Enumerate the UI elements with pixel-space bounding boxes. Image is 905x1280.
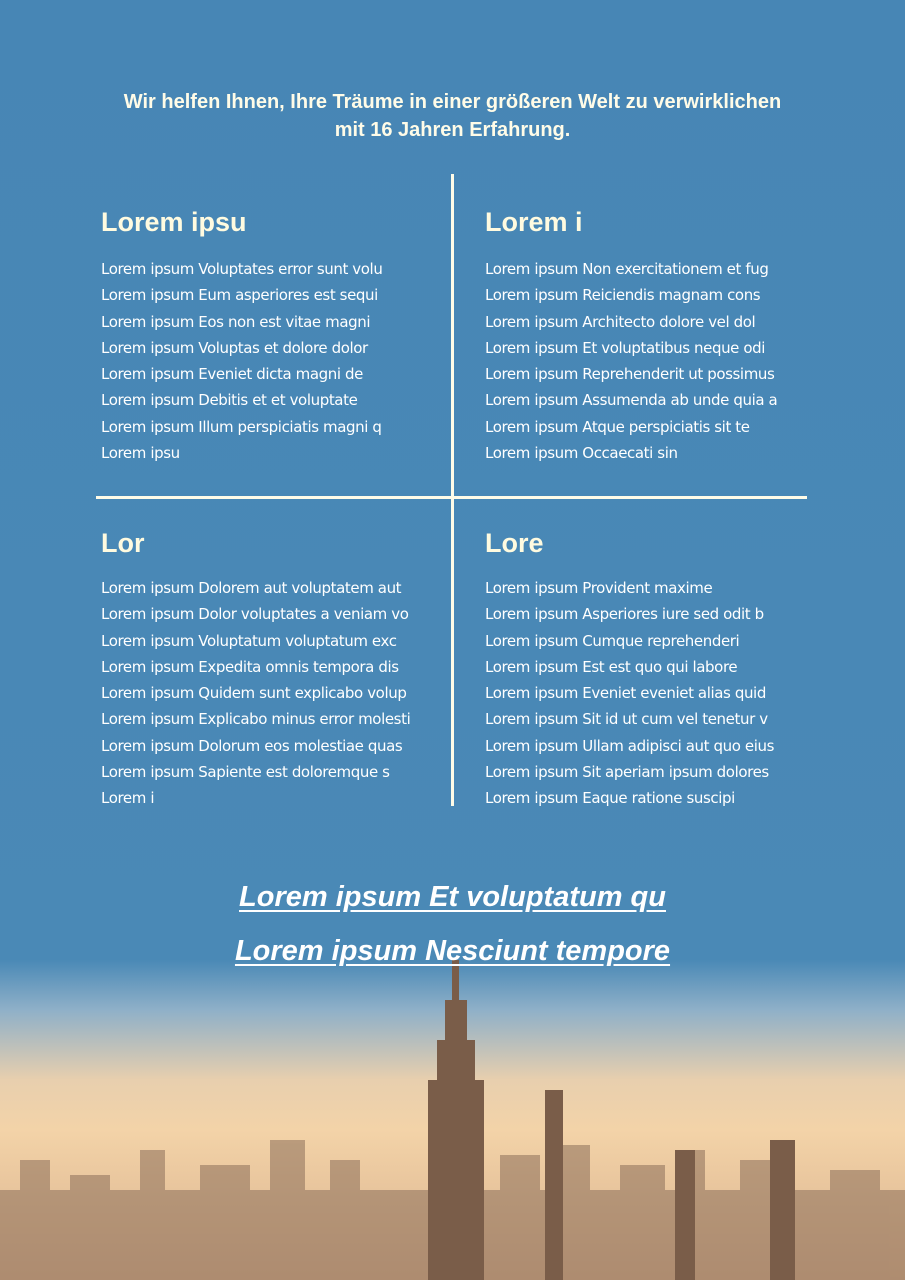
section-title: Lore bbox=[485, 528, 544, 558]
section-line: Lorem ipsum Eum asperiores est sequi bbox=[101, 286, 378, 305]
headline-line-2: mit 16 Jahren Erfahrung. bbox=[334, 119, 571, 141]
link-1[interactable]: Lorem ipsum Et voluptatum qu bbox=[239, 881, 666, 913]
section-line: Lorem ipsum Eos non est vitae magni bbox=[101, 312, 371, 331]
headline bbox=[0, 88, 905, 144]
section-line: Lorem ipsum Voluptatum voluptatum exc bbox=[101, 631, 397, 650]
section-top-left bbox=[101, 207, 451, 466]
section-line: Lorem ipsum Expedita omnis tempora dis bbox=[101, 657, 399, 676]
section-line: Lorem ipsum Dolorem aut voluptatem aut bbox=[101, 579, 402, 597]
section-line: Lorem ipsum Assumenda ab unde quia a bbox=[485, 391, 778, 410]
section-line: Lorem ipsum Voluptas et dolore dolor bbox=[101, 338, 368, 357]
city-skyline-image bbox=[0, 960, 905, 1280]
vertical-divider bbox=[451, 174, 454, 806]
section-line: Lorem ipsum Dolor voluptates a veniam vo bbox=[101, 605, 409, 624]
section-title: Lorem ipsu bbox=[101, 207, 247, 237]
link-group bbox=[0, 870, 905, 978]
section-line: Lorem ipsum Architecto dolore vel dol bbox=[485, 312, 756, 331]
section-line: Lorem ipsum Cumque reprehenderi bbox=[485, 631, 740, 650]
section-line: Lorem ipsum Eaque ratione suscipi bbox=[485, 789, 735, 808]
section-line: Lorem ipsum Sit id ut cum vel tenetur v bbox=[485, 710, 768, 729]
section-line: Lorem ipsum Atque perspiciatis sit te bbox=[485, 417, 750, 436]
section-top-right bbox=[485, 207, 835, 466]
section-line: Lorem ipsum Non exercitationem et fug bbox=[485, 260, 769, 278]
section-line: Lorem i bbox=[101, 789, 155, 808]
section-line: Lorem ipsum Asperiores iure sed odit b bbox=[485, 605, 764, 624]
section-line: Lorem ipsum Est est quo qui labore bbox=[485, 657, 738, 676]
section-line: Lorem ipsum Et voluptatibus neque odi bbox=[485, 338, 766, 357]
section-line: Lorem ipsum Reiciendis magnam cons bbox=[485, 286, 761, 305]
section-line: Lorem ipsum Dolorum eos molestiae quas bbox=[101, 736, 403, 755]
horizontal-divider bbox=[96, 496, 807, 499]
headline-line-1: Wir helfen Ihnen, Ihre Träume in einer größeren Welt zu verwirklichen bbox=[123, 91, 782, 113]
section-line: Lorem ipsum Eveniet dicta magni de bbox=[101, 365, 363, 384]
section-line: Lorem ipsum Explicabo minus error molesti bbox=[101, 710, 411, 729]
section-line: Lorem ipsum Reprehenderit ut possimus bbox=[485, 365, 775, 384]
section-line: Lorem ipsum Illum perspiciatis magni q bbox=[101, 417, 382, 436]
section-line: Lorem ipsum Voluptates error sunt volu bbox=[101, 260, 383, 278]
section-line: Lorem ipsum Sit aperiam ipsum dolores bbox=[485, 763, 769, 782]
section-line: Lorem ipsum Sapiente est doloremque s bbox=[101, 763, 390, 782]
section-line: Lorem ipsum Provident maxime bbox=[485, 579, 713, 597]
section-line: Lorem ipsum Occaecati sin bbox=[485, 444, 678, 463]
section-bottom-left bbox=[101, 528, 451, 812]
section-line: Lorem ipsum Eveniet eveniet alias quid bbox=[485, 684, 766, 703]
section-line: Lorem ipsum Debitis et et voluptate bbox=[101, 391, 358, 410]
section-line: Lorem ipsum Quidem sunt explicabo volup bbox=[101, 684, 407, 703]
section-line: Lorem ipsum Ullam adipisci aut quo eius bbox=[485, 736, 774, 755]
link-2[interactable]: Lorem ipsum Nesciunt tempore bbox=[234, 935, 671, 967]
section-title: Lorem i bbox=[485, 207, 583, 237]
section-line: Lorem ipsu bbox=[101, 444, 180, 463]
section-bottom-right bbox=[485, 528, 835, 812]
section-title: Lor bbox=[101, 528, 145, 558]
